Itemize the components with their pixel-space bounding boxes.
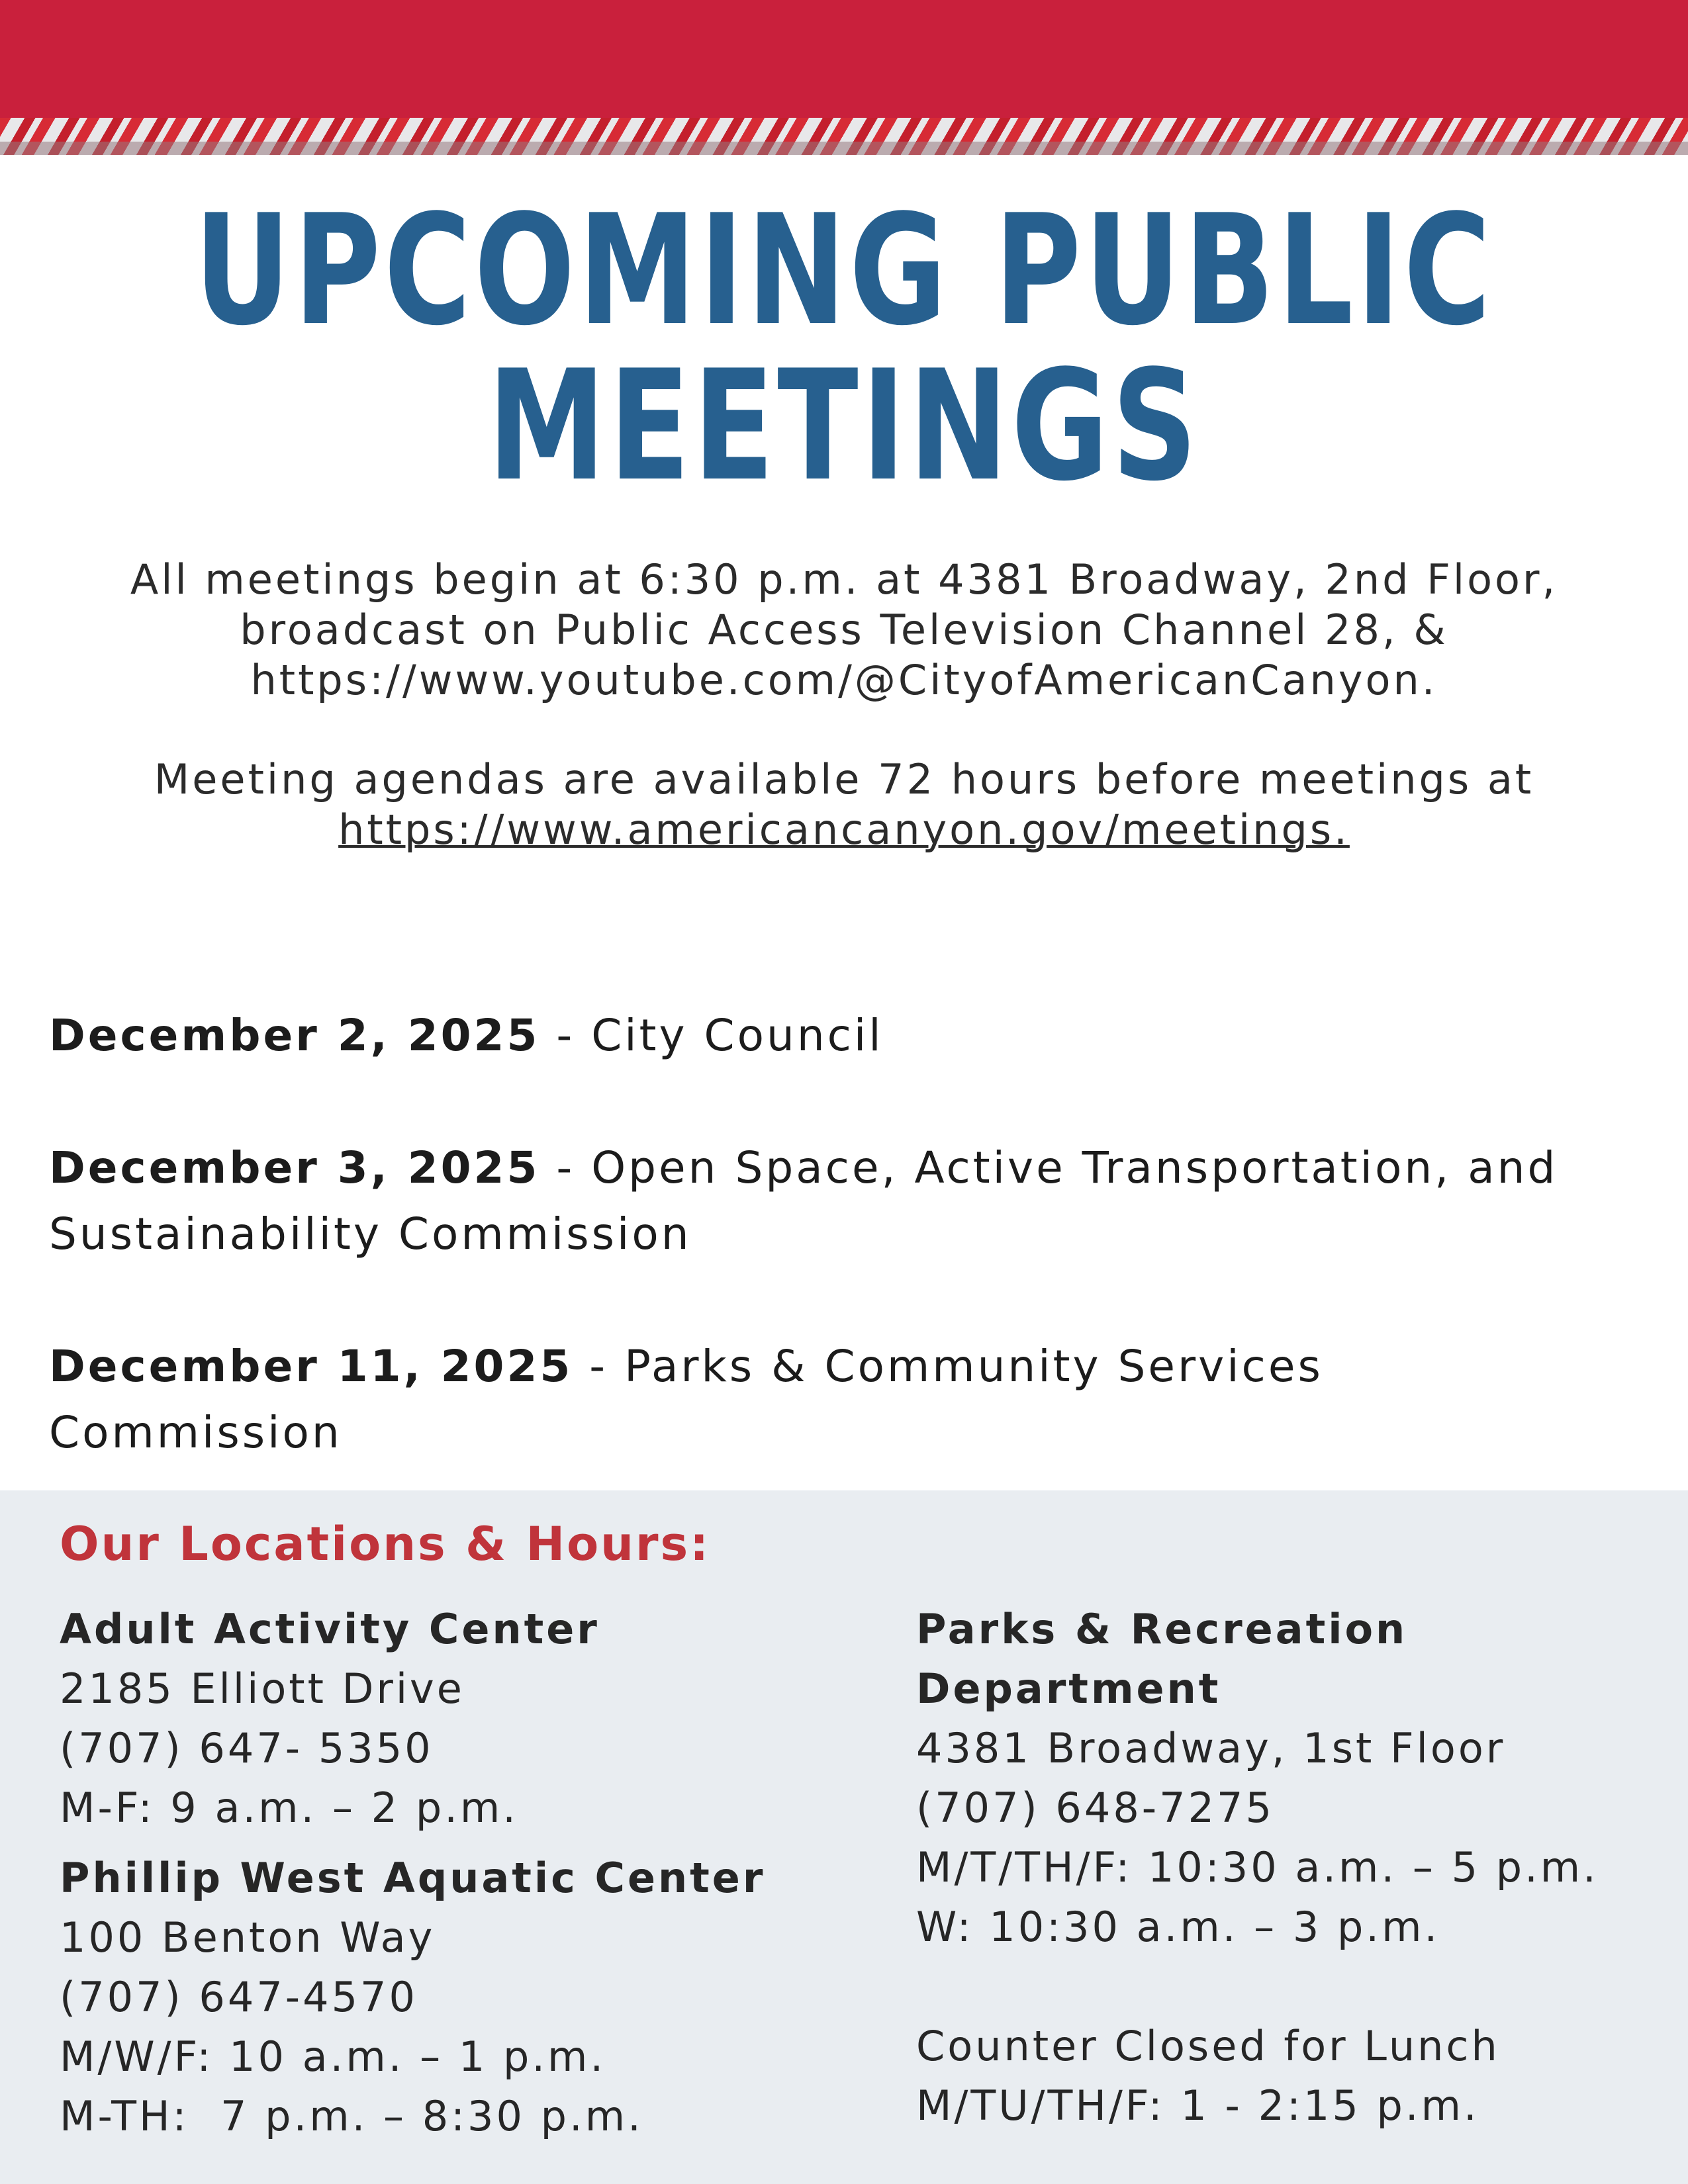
location-hours: M-TH: 7 p.m. – 8:30 p.m. xyxy=(60,2092,643,2140)
locations-section xyxy=(0,1490,1688,2184)
meeting-date: December 2, 2025 xyxy=(49,1010,540,1061)
lunch-closure-hours: M/TU/TH/F: 1 - 2:15 p.m. xyxy=(916,2081,1479,2130)
meeting-separator: - xyxy=(539,1010,592,1061)
youtube-url: https://www.youtube.com/@CityofAmericanCanyon. xyxy=(250,656,1438,704)
meeting-item xyxy=(49,1334,1492,1466)
location-phone: (707) 648-7275 xyxy=(916,1784,1274,1832)
page-title-line-2: MEETINGS xyxy=(487,338,1201,515)
meeting-info-line-1: All meetings begin at 6:30 p.m. at 4381 Broadway, 2nd Floor, xyxy=(130,555,1558,604)
location-hours: W: 10:30 a.m. – 3 p.m. xyxy=(916,1903,1440,1951)
location-address: 100 Benton Way xyxy=(60,1913,436,1962)
meeting-date: December 11, 2025 xyxy=(49,1341,573,1392)
agenda-info-line: Meeting agendas are available 72 hours before meetings at xyxy=(154,755,1534,803)
locations-heading: Our Locations & Hours: xyxy=(60,1517,711,1571)
page-title-line-1: UPCOMING PUBLIC xyxy=(194,183,1494,359)
location-phone: (707) 647- 5350 xyxy=(60,1724,434,1772)
location-address: 2185 Elliott Drive xyxy=(60,1664,465,1713)
location-hours: M-F: 9 a.m. – 2 p.m. xyxy=(60,1784,519,1832)
meeting-separator: - xyxy=(539,1142,592,1193)
meeting-item xyxy=(49,1003,1638,1069)
locations-left-column xyxy=(60,1600,874,2157)
location-name: Phillip West Aquatic Center xyxy=(60,1854,766,1902)
location-name: Parks & Recreation Department xyxy=(916,1605,1408,1713)
meeting-body: Open Space, Active Transportation, and Sustainability Commission xyxy=(49,1142,1558,1259)
meeting-body: City Council xyxy=(591,1010,884,1061)
location-name: Adult Activity Center xyxy=(60,1605,600,1653)
locations-right-column xyxy=(916,1600,1658,2146)
location-hours: M/T/TH/F: 10:30 a.m. – 5 p.m. xyxy=(916,1843,1599,1891)
location-phone: (707) 647-4570 xyxy=(60,1973,418,2021)
agenda-link[interactable]: https://www.americancanyon.gov/meetings. xyxy=(338,805,1350,854)
spacer xyxy=(916,1957,1658,2017)
location-hours: M/W/F: 10 a.m. – 1 p.m. xyxy=(60,2032,606,2081)
location-address: 4381 Broadway, 1st Floor xyxy=(916,1724,1506,1772)
meeting-item xyxy=(49,1135,1624,1267)
lunch-closure-label: Counter Closed for Lunch xyxy=(916,2022,1500,2070)
meeting-list xyxy=(49,1003,1638,1532)
location-adult-activity-center xyxy=(60,1600,874,1838)
top-banner xyxy=(0,0,1688,118)
meeting-separator: - xyxy=(573,1341,625,1392)
meeting-body: Parks & Community Services Commission xyxy=(49,1341,1323,1458)
meeting-info-line-2: broadcast on Public Access Television Channel 28, & xyxy=(240,606,1448,654)
location-parks-recreation xyxy=(916,1600,1658,2136)
meeting-info xyxy=(0,555,1688,705)
agenda-info xyxy=(0,754,1688,855)
location-aquatic-center xyxy=(60,1848,874,2146)
decorative-stripe-band xyxy=(0,118,1688,155)
meeting-date: December 3, 2025 xyxy=(49,1142,540,1193)
